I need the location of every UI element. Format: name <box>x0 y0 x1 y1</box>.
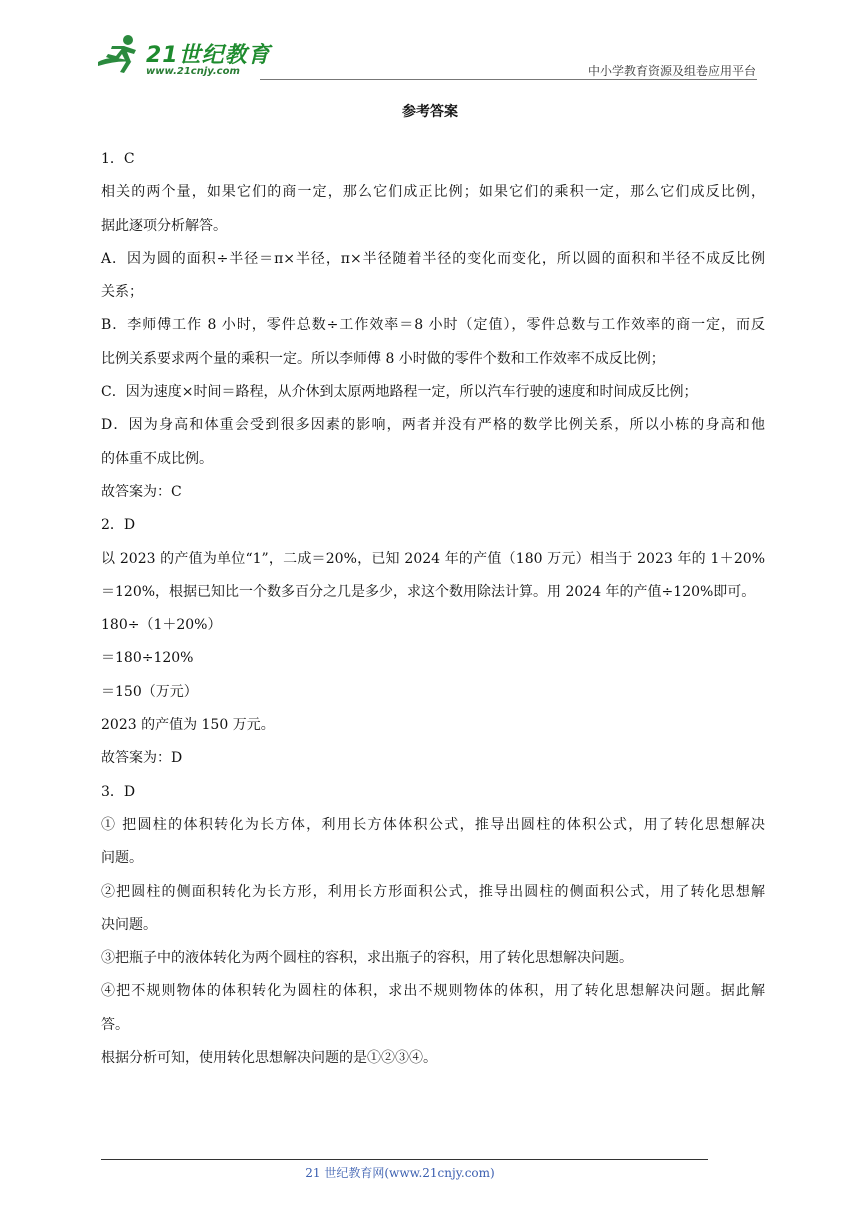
text-line: A．因为圆的面积÷半径＝π×半径，π×半径随着半径的变化而变化，所以圆的面积和半径不成反比例 <box>101 250 765 267</box>
text-line: ③把瓶子中的液体转化为两个圆柱的容积，求出瓶子的容积，用了转化思想解决问题。 <box>101 950 633 967</box>
text-line: 关系； <box>101 284 143 301</box>
text-line: 根据分析可知，使用转化思想解决问题的是①②③④。 <box>101 1050 437 1067</box>
text-line: 1．C <box>101 151 135 167</box>
text-line: 180÷（1＋20%） <box>101 617 222 634</box>
page-header <box>0 0 860 90</box>
text-line: C．因为速度×时间＝路程，从介休到太原两地路程一定，所以汽车行驶的速度和时间成反比例； <box>101 384 698 401</box>
text-line: 2023 的产值为 150 万元。 <box>101 717 275 734</box>
text-line: 比例关系要求两个量的乘积一定。所以李师傅 8 小时做的零件个数和工作效率不成反比例； <box>101 350 665 367</box>
text-line: ②把圆柱的侧面积转化为长方形，利用长方形面积公式，推导出圆柱的侧面积公式，用了转化思想解 <box>101 883 765 900</box>
logo <box>94 32 271 80</box>
footer-text: 21 世纪教育网(www.21cnjy.com) <box>305 1166 495 1180</box>
text-line: D．因为身高和体重会受到很多因素的影响，两者并没有严格的数学比例关系，所以小栋的身高和他 <box>101 417 765 434</box>
text-line: 故答案为：D <box>101 750 183 767</box>
header-platform-name: 中小学教育资源及组卷应用平台 <box>587 64 756 78</box>
text-line: 答。 <box>101 1016 129 1033</box>
text-line: 相关的两个量，如果它们的商一定，那么它们成正比例；如果它们的乘积一定，那么它们成反比例， <box>101 184 765 201</box>
text-line: 决问题。 <box>101 916 157 933</box>
text-line: 3．D <box>101 783 136 800</box>
text-line: 问题。 <box>101 850 143 867</box>
text-line: B．李师傅工作 8 小时，零件总数÷工作效率＝8 小时（定值），零件总数与工作效率的商一定，而反 <box>101 317 765 334</box>
text-line: ＝150（万元） <box>101 683 198 700</box>
logo-url: www.21cnjy.com <box>146 66 240 77</box>
text-line: 2．D <box>101 517 136 534</box>
answer-content <box>101 149 765 1081</box>
footer-divider <box>101 1159 708 1160</box>
text-line: 以 2023 的产值为单位“1”，二成＝20%，已知 2024 年的产值（180 万元）相当于 2023 年的 1＋20% <box>101 550 765 567</box>
text-line: 的体重不成比例。 <box>101 450 213 467</box>
text-line: ＝120%，根据已知比一个数多百分之几是多少，求这个数用除法计算。用 2024 年的产值÷120%即可。 <box>101 583 756 600</box>
header-divider <box>260 79 757 80</box>
text-line: 据此逐项分析解答。 <box>101 217 227 234</box>
text-line: ④把不规则物体的体积转化为圆柱的体积，求出不规则物体的体积，用了转化思想解决问题。据此解 <box>101 983 765 1000</box>
text-line: 故答案为：C <box>101 483 182 500</box>
page-title: 参考答案 <box>402 104 458 120</box>
text-line: ① 把圆柱的体积转化为长方体，利用长方体体积公式，推导出圆柱的体积公式，用了转化思想解决 <box>101 816 765 833</box>
logo-text: 21世纪教育 <box>146 43 271 68</box>
text-line: ＝180÷120% <box>101 650 194 667</box>
runner-logo-icon <box>94 32 144 78</box>
